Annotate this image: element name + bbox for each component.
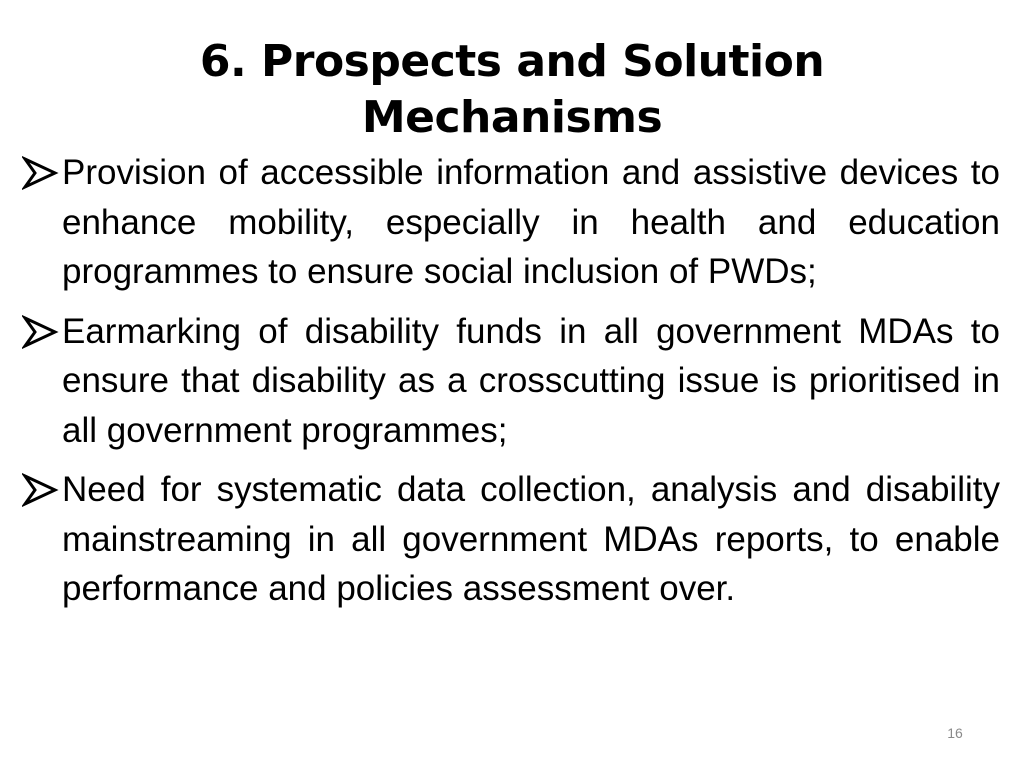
bullet-item: [22, 465, 1000, 614]
bullet-item: [22, 307, 1000, 456]
page-number: 16: [947, 725, 963, 741]
arrowhead-bullet-icon: [22, 471, 60, 509]
bullet-list: [22, 148, 1000, 624]
bullet-item: [22, 148, 1000, 297]
arrowhead-bullet-icon: [22, 154, 60, 192]
bullet-text: Provision of accessible information and assistive devices to enhance mobility, especially in health and education programmes to ensure social inclusion of PWDs;: [62, 153, 1000, 291]
slide-title: 6. Prospects and Solution Mechanisms: [199, 36, 825, 143]
arrowhead-bullet-icon: [22, 313, 60, 351]
bullet-text: Earmarking of disability funds in all government MDAs to ensure that disability as a crosscutting issue is prioritised in all government programmes;: [62, 311, 1000, 450]
bullet-text: Need for systematic data collection, analysis and disability mainstreaming in all government MDAs reports, to enable performance and policies assessment over.: [62, 470, 1000, 608]
